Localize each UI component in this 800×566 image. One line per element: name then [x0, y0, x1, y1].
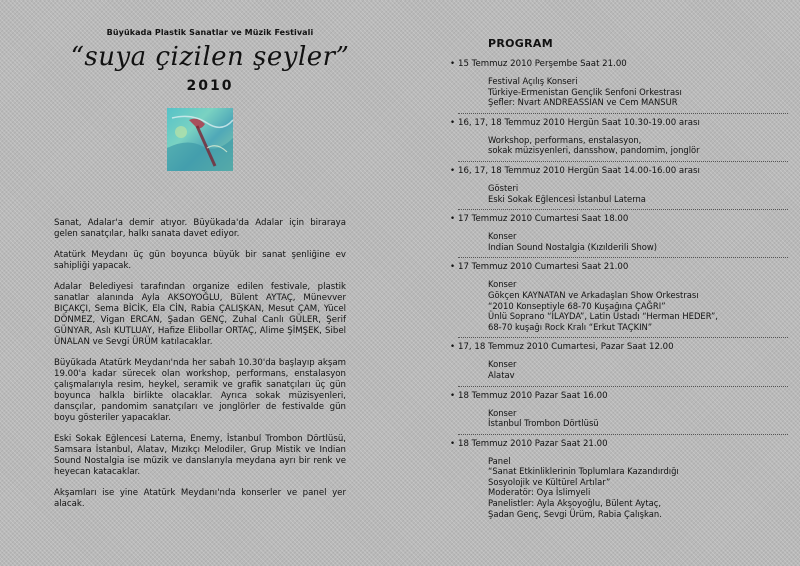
- separator-line: [458, 257, 788, 258]
- program-item-line: Moderatör: Oya İslimyeli: [488, 487, 591, 498]
- program-item: [450, 391, 790, 429]
- intro-paragraph: Büyükada Atatürk Meydanı'nda her sabah 10.30'da başlayıp akşam 19.00'a kadar sürecek olan workshop, performans, enstalasyon çalışmalarıyla resim, heykel, seramik ve grafik sanatçıları üç gün boyunca halkla birlikte olacaklar. Ayrıca sokak müzisyenleri, dansçılar, pandomim sanatçıları ve jonglörler de festivalde gün boyu gösteriler yapacaklar.: [54, 358, 346, 423]
- program-item-line: Konser: [488, 359, 517, 370]
- program-item-details: [488, 456, 790, 520]
- program-item-date: [450, 391, 790, 402]
- intro-paragraph: Akşamları ise yine Atatürk Meydanı'nda konserler ve panel yer alacak.: [54, 488, 346, 509]
- program-item-line: Indian Sound Nostalgia (Kızılderili Show): [488, 241, 658, 252]
- bullet-icon: •: [450, 390, 456, 401]
- program-item-date: [450, 439, 790, 450]
- program-item-line: Konser: [488, 231, 517, 242]
- program-item-details: [488, 359, 790, 380]
- program-item-line: Şefler: Nvart ANDREASSIAN ve Cem MANSUR: [488, 97, 678, 108]
- program-list: [450, 59, 790, 529]
- bullet-icon: •: [450, 59, 456, 69]
- program-item-line: Panelistler: Ayla Akşoyoğlu, Bülent Aytaç,: [488, 498, 662, 509]
- program-item-line: Gösteri: [488, 182, 519, 193]
- festival-poster-image: [167, 108, 233, 171]
- program-title: PROGRAM: [488, 37, 553, 50]
- festival-name: Büyükada Plastik Sanatlar ve Müzik Festivali: [106, 28, 314, 37]
- program-item-date: [450, 214, 790, 225]
- program-item: [450, 118, 790, 156]
- bullet-icon: •: [450, 342, 456, 353]
- program-item-details: [488, 408, 790, 429]
- program-item-line: Türkiye-Ermenistan Gençlik Senfoni Orkestrası: [488, 86, 682, 97]
- separator-line: [458, 434, 788, 435]
- intro-paragraph: Eski Sokak Eğlencesi Laterna, Enemy, İstanbul Trombon Dörtlüsü, Samsara İstanbul, Alatav, Mızıkçı Melodiler, Grup Mistik ve Indian Sound Nostalgia ise müzik ve danslarıyla meydana ayrı bir renk ve heyecan katacaklar.: [54, 434, 346, 477]
- program-item-date-text: 17 Temmuz 2010 Cumartesi Saat 18.00: [458, 214, 629, 225]
- program-item-line: “2010 Konseptiyle 68-70 Kuşağına ÇAĞRI”: [488, 300, 666, 311]
- program-item-line: Workshop, performans, enstalasyon,: [488, 134, 642, 145]
- intro-text: [54, 218, 346, 520]
- program-item-date-text: 18 Temmuz 2010 Pazar Saat 16.00: [458, 390, 608, 401]
- program-item-date-text: 16, 17, 18 Temmuz 2010 Hergün Saat 10.30-19.00 arası: [458, 117, 700, 128]
- program-item-details: [488, 231, 790, 252]
- program-item-date: [450, 262, 790, 273]
- program-item-date: [450, 342, 790, 353]
- program-item-line: 68-70 kuşağı Rock Kralı “Erkut TAÇKIN”: [488, 321, 653, 332]
- separator-line: [458, 209, 788, 210]
- program-item-line: Panel: [488, 455, 511, 466]
- separator-line: [458, 113, 788, 114]
- program-item-date: [450, 118, 790, 129]
- program-item-date-text: 17 Temmuz 2010 Cumartesi Saat 21.00: [458, 262, 629, 273]
- program-item-line: “Sanat Etkinliklerinin Toplumlara Kazandırdığı: [488, 466, 679, 477]
- separator-line: [458, 161, 788, 162]
- program-item-date: [450, 166, 790, 177]
- intro-paragraph: Sanat, Adalar'a demir atıyor. Büyükada'da Adalar için biraraya gelen sanatçılar, halkı sanata davet ediyor.: [54, 218, 346, 239]
- festival-title: “suya çizilen şeyler”: [70, 42, 350, 72]
- bullet-icon: •: [450, 262, 456, 273]
- program-item-date: [450, 59, 790, 70]
- program-item: [450, 214, 790, 252]
- program-item-line: Konser: [488, 279, 517, 290]
- program-item-line: Gökçen KAYNATAN ve Arkadaşları Show Orkestrası: [488, 289, 699, 300]
- bullet-icon: •: [450, 165, 456, 176]
- program-item-details: [488, 183, 790, 204]
- program-item-line: Eski Sokak Eğlencesi İstanbul Laterna: [488, 193, 646, 204]
- program-item-line: Alatav: [488, 369, 515, 380]
- program-item-line: Konser: [488, 407, 517, 418]
- separator-line: [458, 386, 788, 387]
- program-item-line: İstanbul Trombon Dörtlüsü: [488, 418, 599, 429]
- program-item: [450, 342, 790, 380]
- program-item-line: Festival Açılış Konseri: [488, 76, 578, 86]
- right-page: [400, 0, 800, 566]
- festival-year: 2010: [186, 78, 234, 94]
- intro-paragraph: Adalar Belediyesi tarafından organize edilen festivale, plastik sanatlar alanında Ayla AKSOYOĞLU, Bülent AYTAÇ, Münevver BIÇAKÇI, Sema BİCİK, Ela CİN, Rabia ÇALIŞKAN, Mesut ÇAM, Yücel DÖNMEZ, Vigan ERCAN, Şadan GENÇ, Zuhal Canlı GÜLER, Şerif GÜNYAR, Aslı KUTLUAY, Hafize Elibollar ORTAÇ, Alime ŞİMŞEK, Sibel ÜNALAN ve Sevgi ÜRÜM katılacaklar.: [54, 282, 346, 347]
- program-item: [450, 59, 790, 108]
- program-item-date-text: 17, 18 Temmuz 2010 Cumartesi, Pazar Saat 12.00: [458, 342, 674, 353]
- intro-paragraph: Atatürk Meydanı üç gün boyunca büyük bir sanat şenliğine ev sahipliği yapacak.: [54, 250, 346, 271]
- separator-line: [458, 337, 788, 338]
- program-item-details: [488, 279, 790, 332]
- program-item-line: Şadan Genç, Sevgi Ürüm, Rabia Çalışkan.: [488, 508, 662, 519]
- program-item: [450, 262, 790, 332]
- bullet-icon: •: [450, 214, 456, 225]
- program-item: [450, 439, 790, 520]
- program-item-line: Ünlü Soprano “İLAYDA”, Latin Üstadı “Herman HEDER”,: [488, 311, 718, 322]
- poster-artwork: [167, 108, 233, 171]
- program-item-details: [488, 76, 790, 108]
- program-item-date-text: 18 Temmuz 2010 Pazar Saat 21.00: [458, 438, 608, 449]
- program-item-details: [488, 135, 790, 156]
- bullet-icon: •: [450, 117, 456, 128]
- bullet-icon: •: [450, 438, 456, 449]
- program-item: [450, 166, 790, 204]
- program-item-line: Sosyolojik ve Kültürel Artılar”: [488, 476, 611, 487]
- program-item-date-text: 15 Temmuz 2010 Perşembe Saat 21.00: [458, 59, 627, 69]
- program-item-date-text: 16, 17, 18 Temmuz 2010 Hergün Saat 14.00-16.00 arası: [458, 165, 700, 176]
- program-item-line: sokak müzisyenleri, dansshow, pandomim, jonglör: [488, 145, 700, 156]
